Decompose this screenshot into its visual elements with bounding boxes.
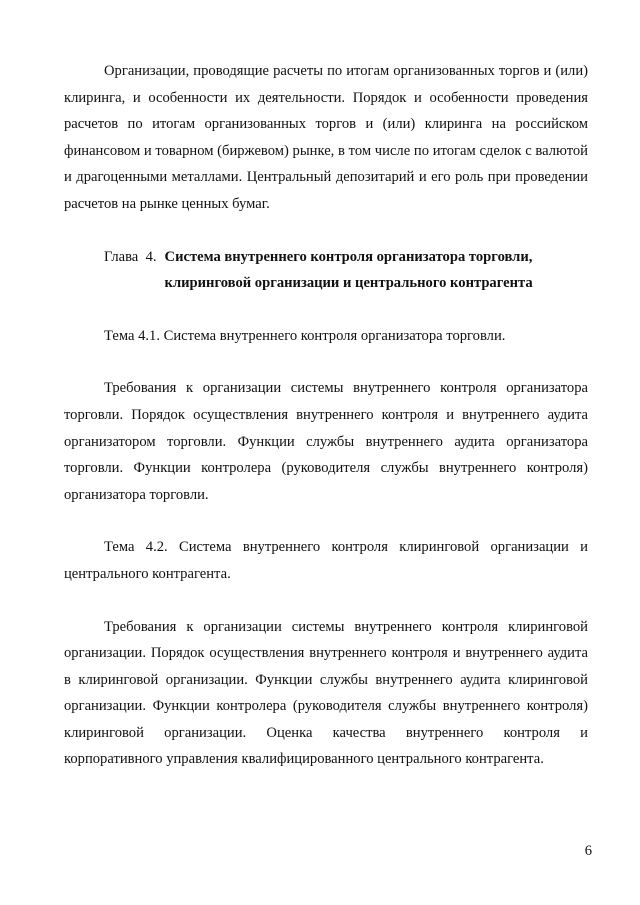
chapter-label: Глава 4.: [104, 248, 157, 265]
topic-4-1-heading: Тема 4.1. Система внутреннего контроля организатора торговли.: [104, 327, 506, 344]
page-content: [64, 58, 588, 773]
topic-4-2-heading: Тема 4.2. Система внутреннего контроля клиринговой организации и центрального контрагента.: [64, 539, 588, 582]
chapter-title: [157, 244, 588, 297]
topic-4-1-paragraph: Требования к организации системы внутреннего контроля организатора торговли. Порядок осуществления внутреннего контроля и внутреннего аудита организатором торговли. Функции службы внутреннего аудита организатора торговли. Функции контролера (руководителя службы внутреннего контроля) организатора торговли.: [64, 380, 588, 503]
chapter-title-line2: клиринговой организации и центрального контрагента: [164, 275, 533, 292]
topic-4-2-paragraph: Требования к организации системы внутреннего контроля клиринговой организации. Порядок осуществления внутреннего контроля и внутреннего аудита в клиринговой организации. Функции службы внутреннего аудита клиринговой организации. Функции контролера (руководителя службы внутреннего контроля) клиринговой организации. Оценка качества внутреннего контроля и корпоративного управления квалифицированного центрального контрагента.: [64, 618, 588, 768]
chapter-heading: [64, 244, 588, 297]
chapter-title-line1: Система внутреннего контроля организатора торговли,: [164, 248, 533, 265]
intro-paragraph: Организации, проводящие расчеты по итогам организованных торгов и (или) клиринга, и особенности их деятельности. Порядок и особенности проведения расчетов по итогам организованных торгов и (или) клиринга на российском финансовом и товарном (биржевом) рынке, в том числе по итогам сделок с валютой и драгоценными металлами. Центральный депозитарий и его роль при проведении расчетов на рынке ценных бумаг.: [64, 63, 588, 212]
page-number: 6: [584, 843, 592, 859]
